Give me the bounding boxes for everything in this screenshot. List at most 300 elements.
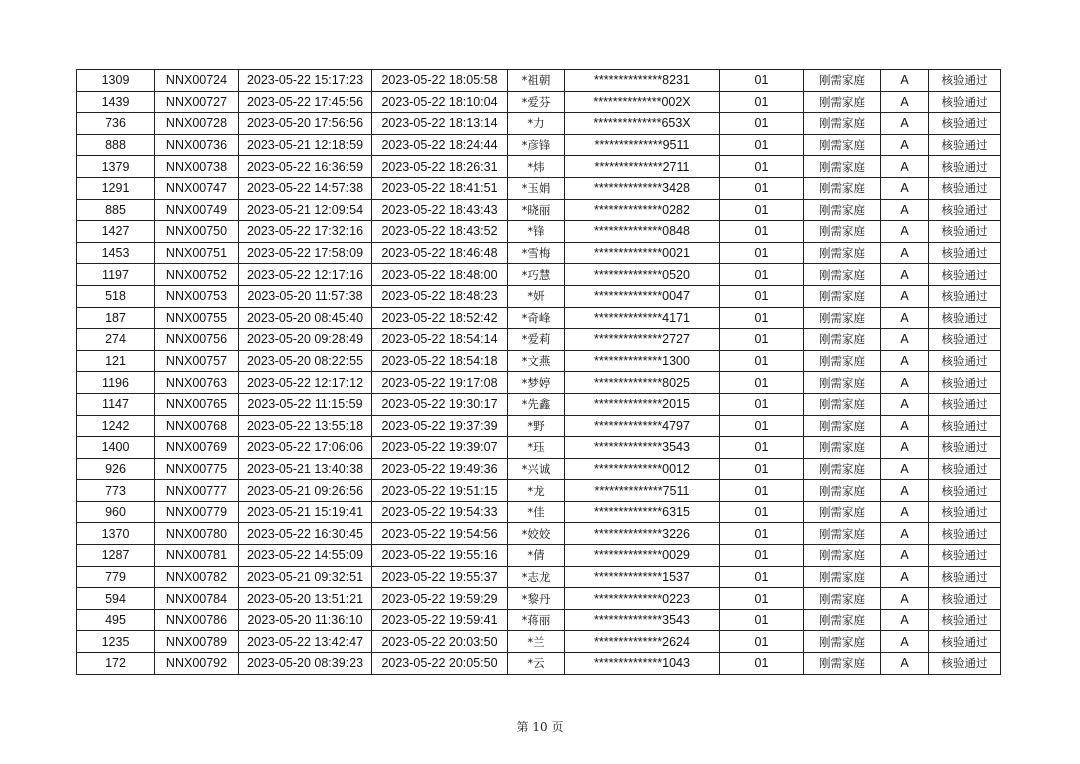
table-row: [77, 177, 1001, 199]
household-type-cell: 刚需家庭: [804, 242, 881, 264]
verification-status-cell: 核验通过: [929, 242, 1001, 264]
table-row: [77, 437, 1001, 459]
application-number-cell: NNX00736: [155, 134, 239, 156]
application-number-cell: NNX00756: [155, 329, 239, 351]
household-code-cell: 01: [720, 329, 804, 351]
household-code-cell: 01: [720, 113, 804, 135]
id-number-cell: **************6315: [565, 501, 720, 523]
application-number-cell: NNX00781: [155, 545, 239, 567]
category-cell: A: [881, 91, 929, 113]
application-number-cell: NNX00777: [155, 480, 239, 502]
applicant-name-cell: *佳: [508, 501, 565, 523]
household-type-cell: 刚需家庭: [804, 545, 881, 567]
table-row: [77, 588, 1001, 610]
household-type-cell: 刚需家庭: [804, 113, 881, 135]
household-code-cell: 01: [720, 307, 804, 329]
verification-time-cell: 2023-05-22 18:48:00: [372, 264, 508, 286]
id-number-cell: **************2727: [565, 329, 720, 351]
category-cell: A: [881, 307, 929, 329]
applicant-name-cell: *姣姣: [508, 523, 565, 545]
serial-number-cell: 1196: [77, 372, 155, 394]
registration-time-cell: 2023-05-22 17:32:16: [239, 221, 372, 243]
id-number-cell: **************3543: [565, 437, 720, 459]
id-number-cell: **************002X: [565, 91, 720, 113]
category-cell: A: [881, 329, 929, 351]
household-type-cell: 刚需家庭: [804, 177, 881, 199]
applicant-name-cell: *文燕: [508, 350, 565, 372]
verification-time-cell: 2023-05-22 18:54:14: [372, 329, 508, 351]
registration-time-cell: 2023-05-20 08:45:40: [239, 307, 372, 329]
household-code-cell: 01: [720, 631, 804, 653]
household-code-cell: 01: [720, 609, 804, 631]
household-code-cell: 01: [720, 458, 804, 480]
table-row: [77, 285, 1001, 307]
registration-time-cell: 2023-05-21 12:18:59: [239, 134, 372, 156]
table-row: [77, 264, 1001, 286]
application-number-cell: NNX00757: [155, 350, 239, 372]
household-type-cell: 刚需家庭: [804, 393, 881, 415]
applicant-name-cell: *祖朝: [508, 70, 565, 92]
household-code-cell: 01: [720, 588, 804, 610]
verification-time-cell: 2023-05-22 19:51:15: [372, 480, 508, 502]
id-number-cell: **************4797: [565, 415, 720, 437]
verification-status-cell: 核验通过: [929, 285, 1001, 307]
category-cell: A: [881, 501, 929, 523]
household-code-cell: 01: [720, 393, 804, 415]
verification-time-cell: 2023-05-22 19:39:07: [372, 437, 508, 459]
page-number: 第 10 页: [516, 720, 564, 734]
household-type-cell: 刚需家庭: [804, 609, 881, 631]
household-type-cell: 刚需家庭: [804, 156, 881, 178]
registration-time-cell: 2023-05-20 13:51:21: [239, 588, 372, 610]
household-type-cell: 刚需家庭: [804, 458, 881, 480]
category-cell: A: [881, 113, 929, 135]
applicant-name-cell: *黎丹: [508, 588, 565, 610]
category-cell: A: [881, 134, 929, 156]
verification-status-cell: 核验通过: [929, 609, 1001, 631]
registration-time-cell: 2023-05-21 15:19:41: [239, 501, 372, 523]
household-type-cell: 刚需家庭: [804, 653, 881, 675]
application-number-cell: NNX00768: [155, 415, 239, 437]
applicant-name-cell: *兰: [508, 631, 565, 653]
category-cell: A: [881, 480, 929, 502]
household-type-cell: 刚需家庭: [804, 566, 881, 588]
table-row: [77, 458, 1001, 480]
serial-number-cell: 779: [77, 566, 155, 588]
applicant-name-cell: *玉娟: [508, 177, 565, 199]
id-number-cell: **************1043: [565, 653, 720, 675]
id-number-cell: **************4171: [565, 307, 720, 329]
applicant-name-cell: *彦锋: [508, 134, 565, 156]
applicant-name-cell: *蒋丽: [508, 609, 565, 631]
category-cell: A: [881, 221, 929, 243]
registration-time-cell: 2023-05-22 13:42:47: [239, 631, 372, 653]
category-cell: A: [881, 372, 929, 394]
household-code-cell: 01: [720, 264, 804, 286]
household-type-cell: 刚需家庭: [804, 221, 881, 243]
verification-status-cell: 核验通过: [929, 480, 1001, 502]
registration-time-cell: 2023-05-21 09:26:56: [239, 480, 372, 502]
table-row: [77, 134, 1001, 156]
household-type-cell: 刚需家庭: [804, 350, 881, 372]
verification-time-cell: 2023-05-22 20:05:50: [372, 653, 508, 675]
application-number-cell: NNX00775: [155, 458, 239, 480]
household-code-cell: 01: [720, 566, 804, 588]
category-cell: A: [881, 70, 929, 92]
applicant-name-cell: *炜: [508, 156, 565, 178]
applicant-name-cell: *妍: [508, 285, 565, 307]
applicant-name-cell: *爱芬: [508, 91, 565, 113]
serial-number-cell: 518: [77, 285, 155, 307]
registration-time-cell: 2023-05-20 17:56:56: [239, 113, 372, 135]
application-number-cell: NNX00753: [155, 285, 239, 307]
household-type-cell: 刚需家庭: [804, 415, 881, 437]
verification-status-cell: 核验通过: [929, 113, 1001, 135]
category-cell: A: [881, 609, 929, 631]
table-row: [77, 242, 1001, 264]
serial-number-cell: 1453: [77, 242, 155, 264]
verification-status-cell: 核验通过: [929, 393, 1001, 415]
verification-time-cell: 2023-05-22 18:52:42: [372, 307, 508, 329]
table-row: [77, 113, 1001, 135]
id-number-cell: **************0047: [565, 285, 720, 307]
application-number-cell: NNX00792: [155, 653, 239, 675]
table-row: [77, 91, 1001, 113]
verification-time-cell: 2023-05-22 18:46:48: [372, 242, 508, 264]
verification-status-cell: 核验通过: [929, 588, 1001, 610]
table-row: [77, 523, 1001, 545]
serial-number-cell: 1427: [77, 221, 155, 243]
category-cell: A: [881, 393, 929, 415]
verification-status-cell: 核验通过: [929, 307, 1001, 329]
applicant-name-cell: *梦婷: [508, 372, 565, 394]
serial-number-cell: 1242: [77, 415, 155, 437]
serial-number-cell: 1197: [77, 264, 155, 286]
id-number-cell: **************2624: [565, 631, 720, 653]
verification-status-cell: 核验通过: [929, 350, 1001, 372]
verification-time-cell: 2023-05-22 20:03:50: [372, 631, 508, 653]
id-number-cell: **************653X: [565, 113, 720, 135]
category-cell: A: [881, 437, 929, 459]
verification-time-cell: 2023-05-22 19:55:16: [372, 545, 508, 567]
serial-number-cell: 172: [77, 653, 155, 675]
id-number-cell: **************2015: [565, 393, 720, 415]
serial-number-cell: 1370: [77, 523, 155, 545]
registration-time-cell: 2023-05-22 12:17:16: [239, 264, 372, 286]
verification-time-cell: 2023-05-22 19:55:37: [372, 566, 508, 588]
serial-number-cell: 960: [77, 501, 155, 523]
id-number-cell: **************3543: [565, 609, 720, 631]
registration-time-cell: 2023-05-22 11:15:59: [239, 393, 372, 415]
id-number-cell: **************0012: [565, 458, 720, 480]
household-type-cell: 刚需家庭: [804, 70, 881, 92]
registration-time-cell: 2023-05-22 14:57:38: [239, 177, 372, 199]
verification-time-cell: 2023-05-22 19:54:56: [372, 523, 508, 545]
id-number-cell: **************3428: [565, 177, 720, 199]
verification-status-cell: 核验通过: [929, 156, 1001, 178]
serial-number-cell: 1147: [77, 393, 155, 415]
serial-number-cell: 1400: [77, 437, 155, 459]
verification-time-cell: 2023-05-22 18:54:18: [372, 350, 508, 372]
verification-status-cell: 核验通过: [929, 631, 1001, 653]
household-code-cell: 01: [720, 156, 804, 178]
household-code-cell: 01: [720, 545, 804, 567]
serial-number-cell: 885: [77, 199, 155, 221]
household-type-cell: 刚需家庭: [804, 91, 881, 113]
category-cell: A: [881, 177, 929, 199]
household-code-cell: 01: [720, 70, 804, 92]
household-type-cell: 刚需家庭: [804, 480, 881, 502]
household-code-cell: 01: [720, 523, 804, 545]
registration-time-cell: 2023-05-21 13:40:38: [239, 458, 372, 480]
application-number-cell: NNX00780: [155, 523, 239, 545]
applicant-name-cell: *爱莉: [508, 329, 565, 351]
application-number-cell: NNX00752: [155, 264, 239, 286]
category-cell: A: [881, 199, 929, 221]
serial-number-cell: 1287: [77, 545, 155, 567]
verification-status-cell: 核验通过: [929, 91, 1001, 113]
category-cell: A: [881, 285, 929, 307]
household-type-cell: 刚需家庭: [804, 264, 881, 286]
table-row: [77, 329, 1001, 351]
verification-time-cell: 2023-05-22 19:37:39: [372, 415, 508, 437]
application-number-cell: NNX00779: [155, 501, 239, 523]
category-cell: A: [881, 653, 929, 675]
application-number-cell: NNX00750: [155, 221, 239, 243]
household-code-cell: 01: [720, 437, 804, 459]
household-code-cell: 01: [720, 350, 804, 372]
serial-number-cell: 594: [77, 588, 155, 610]
applicant-name-cell: *倩: [508, 545, 565, 567]
id-number-cell: **************0021: [565, 242, 720, 264]
table-row: [77, 609, 1001, 631]
application-number-cell: NNX00755: [155, 307, 239, 329]
verification-status-cell: 核验通过: [929, 70, 1001, 92]
registration-time-cell: 2023-05-22 16:36:59: [239, 156, 372, 178]
category-cell: A: [881, 156, 929, 178]
household-type-cell: 刚需家庭: [804, 285, 881, 307]
household-code-cell: 01: [720, 242, 804, 264]
application-number-cell: NNX00789: [155, 631, 239, 653]
verification-status-cell: 核验通过: [929, 501, 1001, 523]
verification-time-cell: 2023-05-22 19:17:08: [372, 372, 508, 394]
registration-time-cell: 2023-05-22 16:30:45: [239, 523, 372, 545]
registration-time-cell: 2023-05-20 08:22:55: [239, 350, 372, 372]
verification-status-cell: 核验通过: [929, 545, 1001, 567]
applicant-name-cell: *云: [508, 653, 565, 675]
table-row: [77, 566, 1001, 588]
applicant-name-cell: *龙: [508, 480, 565, 502]
verification-time-cell: 2023-05-22 18:43:52: [372, 221, 508, 243]
verification-time-cell: 2023-05-22 18:26:31: [372, 156, 508, 178]
application-number-cell: NNX00786: [155, 609, 239, 631]
table-row: [77, 415, 1001, 437]
verification-status-cell: 核验通过: [929, 329, 1001, 351]
registration-time-cell: 2023-05-22 13:55:18: [239, 415, 372, 437]
household-code-cell: 01: [720, 199, 804, 221]
id-number-cell: **************8231: [565, 70, 720, 92]
household-code-cell: 01: [720, 177, 804, 199]
verification-time-cell: 2023-05-22 18:05:58: [372, 70, 508, 92]
table-row: [77, 307, 1001, 329]
registration-time-cell: 2023-05-22 17:06:06: [239, 437, 372, 459]
category-cell: A: [881, 631, 929, 653]
verification-status-cell: 核验通过: [929, 415, 1001, 437]
household-type-cell: 刚需家庭: [804, 523, 881, 545]
application-number-cell: NNX00763: [155, 372, 239, 394]
applicant-name-cell: *力: [508, 113, 565, 135]
serial-number-cell: 1291: [77, 177, 155, 199]
verification-status-cell: 核验通过: [929, 372, 1001, 394]
applicant-name-cell: *雪梅: [508, 242, 565, 264]
household-type-cell: 刚需家庭: [804, 199, 881, 221]
category-cell: A: [881, 458, 929, 480]
id-number-cell: **************8025: [565, 372, 720, 394]
household-type-cell: 刚需家庭: [804, 372, 881, 394]
serial-number-cell: 926: [77, 458, 155, 480]
application-number-cell: NNX00784: [155, 588, 239, 610]
household-code-cell: 01: [720, 501, 804, 523]
table-row: [77, 653, 1001, 675]
registration-time-cell: 2023-05-22 14:55:09: [239, 545, 372, 567]
household-type-cell: 刚需家庭: [804, 631, 881, 653]
id-number-cell: **************0520: [565, 264, 720, 286]
registration-time-cell: 2023-05-20 11:36:10: [239, 609, 372, 631]
verification-time-cell: 2023-05-22 18:43:43: [372, 199, 508, 221]
serial-number-cell: 187: [77, 307, 155, 329]
registration-time-cell: 2023-05-22 12:17:12: [239, 372, 372, 394]
applicant-name-cell: *奇峰: [508, 307, 565, 329]
category-cell: A: [881, 242, 929, 264]
id-number-cell: **************9511: [565, 134, 720, 156]
id-number-cell: **************3226: [565, 523, 720, 545]
verification-status-cell: 核验通过: [929, 566, 1001, 588]
table-row: [77, 372, 1001, 394]
registration-time-cell: 2023-05-22 17:45:56: [239, 91, 372, 113]
category-cell: A: [881, 545, 929, 567]
category-cell: A: [881, 350, 929, 372]
applicant-name-cell: *野: [508, 415, 565, 437]
applicant-name-cell: *先鑫: [508, 393, 565, 415]
application-number-cell: NNX00728: [155, 113, 239, 135]
table-row: [77, 480, 1001, 502]
verification-time-cell: 2023-05-22 18:24:44: [372, 134, 508, 156]
id-number-cell: **************0029: [565, 545, 720, 567]
household-code-cell: 01: [720, 221, 804, 243]
category-cell: A: [881, 523, 929, 545]
id-number-cell: **************1537: [565, 566, 720, 588]
serial-number-cell: 736: [77, 113, 155, 135]
registration-time-cell: 2023-05-21 12:09:54: [239, 199, 372, 221]
category-cell: A: [881, 264, 929, 286]
table-row: [77, 199, 1001, 221]
registration-time-cell: 2023-05-20 11:57:38: [239, 285, 372, 307]
household-type-cell: 刚需家庭: [804, 134, 881, 156]
serial-number-cell: 121: [77, 350, 155, 372]
verification-time-cell: 2023-05-22 18:48:23: [372, 285, 508, 307]
verification-status-cell: 核验通过: [929, 134, 1001, 156]
id-number-cell: **************0282: [565, 199, 720, 221]
registration-time-cell: 2023-05-22 17:58:09: [239, 242, 372, 264]
category-cell: A: [881, 415, 929, 437]
table-row: [77, 70, 1001, 92]
applicant-name-cell: *巧慧: [508, 264, 565, 286]
id-number-cell: **************7511: [565, 480, 720, 502]
household-code-cell: 01: [720, 372, 804, 394]
serial-number-cell: 773: [77, 480, 155, 502]
verification-status-cell: 核验通过: [929, 199, 1001, 221]
application-number-cell: NNX00782: [155, 566, 239, 588]
table-row: [77, 156, 1001, 178]
verification-time-cell: 2023-05-22 19:59:41: [372, 609, 508, 631]
application-number-cell: NNX00727: [155, 91, 239, 113]
id-number-cell: **************1300: [565, 350, 720, 372]
serial-number-cell: 888: [77, 134, 155, 156]
verification-time-cell: 2023-05-22 19:49:36: [372, 458, 508, 480]
application-number-cell: NNX00724: [155, 70, 239, 92]
table-row: [77, 350, 1001, 372]
category-cell: A: [881, 566, 929, 588]
verification-status-cell: 核验通过: [929, 523, 1001, 545]
household-code-cell: 01: [720, 134, 804, 156]
registration-time-cell: 2023-05-20 08:39:23: [239, 653, 372, 675]
applicant-name-cell: *锋: [508, 221, 565, 243]
application-number-cell: NNX00769: [155, 437, 239, 459]
serial-number-cell: 495: [77, 609, 155, 631]
verification-time-cell: 2023-05-22 19:54:33: [372, 501, 508, 523]
serial-number-cell: 1309: [77, 70, 155, 92]
id-number-cell: **************0223: [565, 588, 720, 610]
table-row: [77, 501, 1001, 523]
registration-time-cell: 2023-05-21 09:32:51: [239, 566, 372, 588]
verification-time-cell: 2023-05-22 19:30:17: [372, 393, 508, 415]
serial-number-cell: 1439: [77, 91, 155, 113]
application-number-cell: NNX00749: [155, 199, 239, 221]
household-code-cell: 01: [720, 480, 804, 502]
id-number-cell: **************0848: [565, 221, 720, 243]
household-type-cell: 刚需家庭: [804, 501, 881, 523]
verification-status-cell: 核验通过: [929, 264, 1001, 286]
application-number-cell: NNX00747: [155, 177, 239, 199]
table-row: [77, 545, 1001, 567]
household-type-cell: 刚需家庭: [804, 588, 881, 610]
table-row: [77, 631, 1001, 653]
household-type-cell: 刚需家庭: [804, 437, 881, 459]
applicant-name-cell: *珏: [508, 437, 565, 459]
verification-status-cell: 核验通过: [929, 437, 1001, 459]
application-number-cell: NNX00738: [155, 156, 239, 178]
serial-number-cell: 274: [77, 329, 155, 351]
serial-number-cell: 1235: [77, 631, 155, 653]
serial-number-cell: 1379: [77, 156, 155, 178]
verification-time-cell: 2023-05-22 19:59:29: [372, 588, 508, 610]
household-code-cell: 01: [720, 285, 804, 307]
household-code-cell: 01: [720, 415, 804, 437]
application-number-cell: NNX00765: [155, 393, 239, 415]
registration-table: [76, 69, 1001, 675]
id-number-cell: **************2711: [565, 156, 720, 178]
registration-time-cell: 2023-05-22 15:17:23: [239, 70, 372, 92]
verification-time-cell: 2023-05-22 18:41:51: [372, 177, 508, 199]
verification-time-cell: 2023-05-22 18:13:14: [372, 113, 508, 135]
verification-status-cell: 核验通过: [929, 653, 1001, 675]
verification-status-cell: 核验通过: [929, 458, 1001, 480]
verification-status-cell: 核验通过: [929, 177, 1001, 199]
household-code-cell: 01: [720, 91, 804, 113]
applicant-name-cell: *兴诚: [508, 458, 565, 480]
table-row: [77, 221, 1001, 243]
applicant-name-cell: *志龙: [508, 566, 565, 588]
